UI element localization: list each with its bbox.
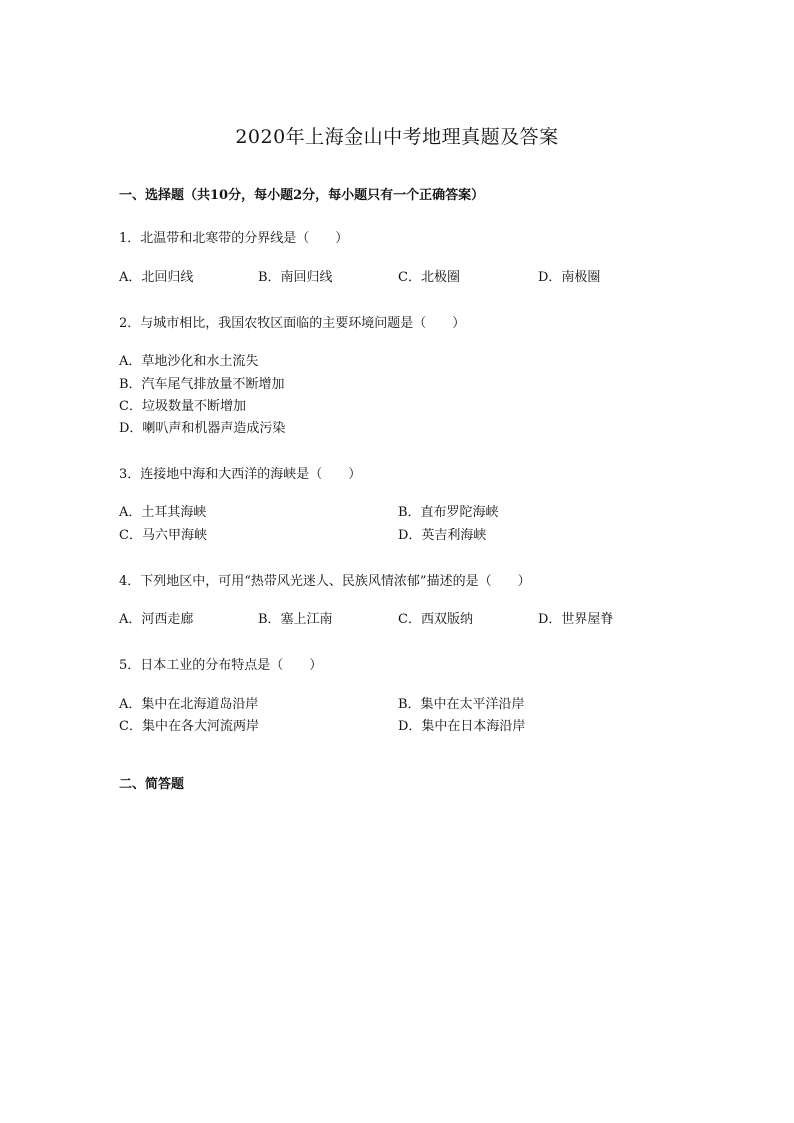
question-3-option-c: C．马六甲海峡 xyxy=(119,528,207,543)
question-1-option-d: D．南极圈 xyxy=(538,270,601,285)
question-4-option-b: B．塞上江南 xyxy=(258,612,333,627)
question-2-option-c: C．垃圾数量不断增加 xyxy=(119,399,246,414)
question-3-option-b: B．直布罗陀海峡 xyxy=(398,505,499,520)
question-5-option-a: A．集中在北海道岛沿岸 xyxy=(119,697,259,712)
question-1-stem: 1．北温带和北寒带的分界线是（ ） xyxy=(119,231,349,246)
question-2-option-a: A．草地沙化和水土流失 xyxy=(119,354,259,369)
question-5-option-d: D．集中在日本海沿岸 xyxy=(398,719,526,734)
question-3-option-a: A．土耳其海峡 xyxy=(119,505,207,520)
question-1-option-c: C．北极圈 xyxy=(398,270,460,285)
question-5-option-b: B．集中在太平洋沿岸 xyxy=(398,697,525,712)
question-3-stem: 3．连接地中海和大西洋的海峡是（ ） xyxy=(119,467,362,482)
question-2-option-d: D．喇叭声和机器声造成污染 xyxy=(119,421,286,436)
question-1-option-b: B．南回归线 xyxy=(258,270,333,285)
question-2-option-b: B．汽车尾气排放量不断增加 xyxy=(119,377,285,392)
question-5-stem: 5．日本工业的分布特点是（ ） xyxy=(119,658,323,673)
section-heading-short-answer: 二、简答题 xyxy=(119,777,185,792)
question-4-stem: 4．下列地区中，可用“热带风光迷人、民族风情浓郁”描述的是（ ） xyxy=(119,574,531,589)
section-heading-choice: 一、选择题（共10分，每小题2分，每小题只有一个正确答案） xyxy=(119,188,485,203)
question-1-option-a: A．北回归线 xyxy=(119,270,194,285)
question-4-option-a: A．河西走廊 xyxy=(119,612,194,627)
question-4-option-c: C．西双版纳 xyxy=(398,612,473,627)
question-2-stem: 2．与城市相比，我国农牧区面临的主要环境问题是（ ） xyxy=(119,316,466,331)
question-4-option-d: D．世界屋脊 xyxy=(538,612,614,627)
question-3-option-d: D．英吉利海峡 xyxy=(398,528,487,543)
page-title: 2020年上海金山中考地理真题及答案 xyxy=(235,126,559,148)
question-5-option-c: C．集中在各大河流两岸 xyxy=(119,719,259,734)
